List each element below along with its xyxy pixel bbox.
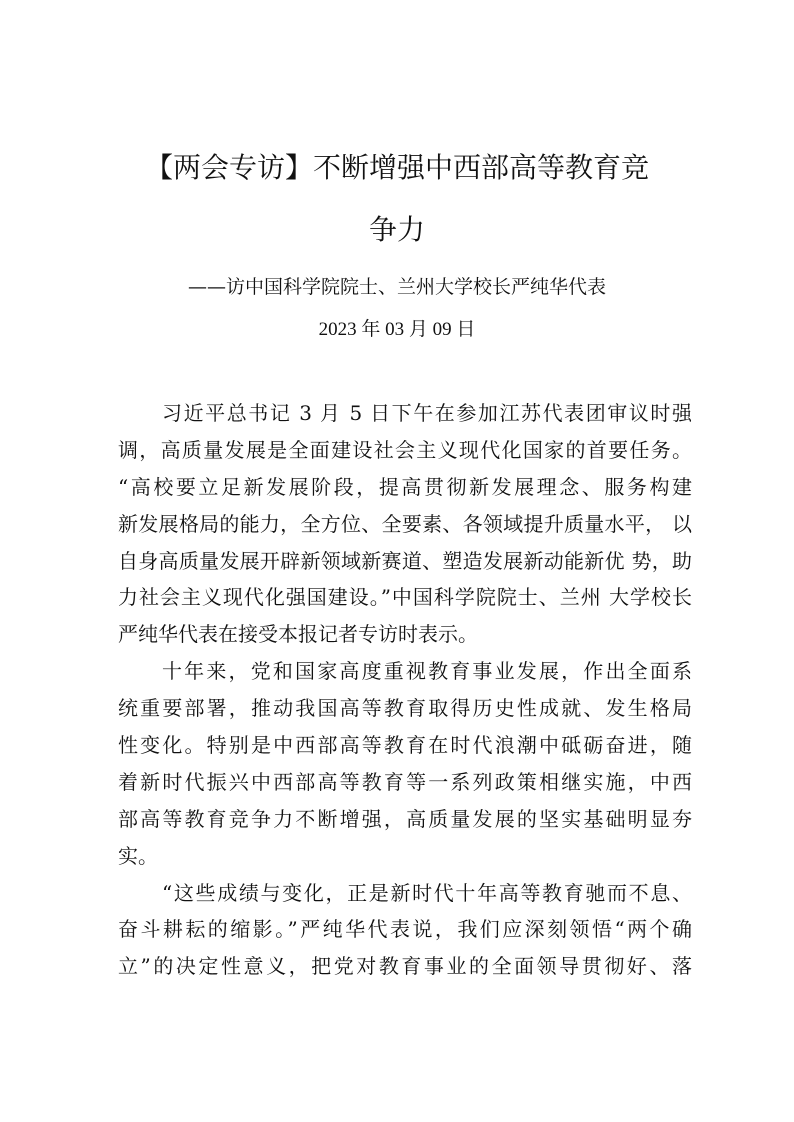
- text-line: 调，高质量发展是全面建设社会主义现代化国家的首要任务。: [118, 437, 692, 462]
- text-line: “高校要立足新发展阶段，提高贯彻新发展理念、服务构建: [118, 474, 692, 499]
- page-title-line-1: 【两会专访】不断增强中西部高等教育竞: [144, 151, 649, 184]
- paragraph-2: [118, 656, 692, 877]
- paragraph-3: [118, 878, 692, 989]
- text-line: 力社会主义现代化强国建设。”中国科学院院士、兰州 大学校长: [118, 585, 692, 610]
- text-line: 严纯华代表在接受本报记者专访时表示。: [118, 622, 478, 647]
- text-line: 习近平总书记 3 月 5 日下午在参加江苏代表团审议时强: [162, 401, 692, 425]
- article-body: [118, 398, 692, 988]
- date: 2023 年 03 月 09 日: [318, 319, 476, 340]
- text-line: 十年来，党和国家高度重视教育事业发展，作出全面系: [162, 659, 692, 684]
- text-line: 新发展格局的能力，全方位、全要素、各领域提升质量水平， 以: [118, 511, 692, 536]
- text-line: 统重要部署，推动我国高等教育取得历史性成就、发生格局: [118, 696, 692, 721]
- text-line: 自身高质量发展开辟新领域新赛道、塑造发展新动能新优 势，助: [118, 548, 692, 573]
- text-line: 立”的决定性意义，把党对教育事业的全面领导贯彻好、落: [118, 954, 692, 979]
- text-line: 实。: [118, 843, 158, 868]
- text-line: 着新时代振兴中西部高等教育等一系列政策相继实施，中西: [118, 769, 692, 794]
- page-title-line-2: 争力: [368, 213, 425, 246]
- paragraph-1: [118, 398, 692, 656]
- text-line: 奋斗耕耘的缩影。”严纯华代表说，我们应深刻领悟“两个确: [118, 917, 692, 942]
- subtitle: ——访中国科学院院士、兰州大学校长严纯华代表: [187, 276, 606, 298]
- text-line: 性变化。特别是中西部高等教育在时代浪潮中砥砺奋进，随: [118, 733, 692, 758]
- text-line: 部高等教育竞争力不断增强，高质量发展的坚实基础明显夯: [118, 806, 692, 831]
- text-line: “这些成绩与变化，正是新时代十年高等教育驰而不息、: [162, 880, 692, 905]
